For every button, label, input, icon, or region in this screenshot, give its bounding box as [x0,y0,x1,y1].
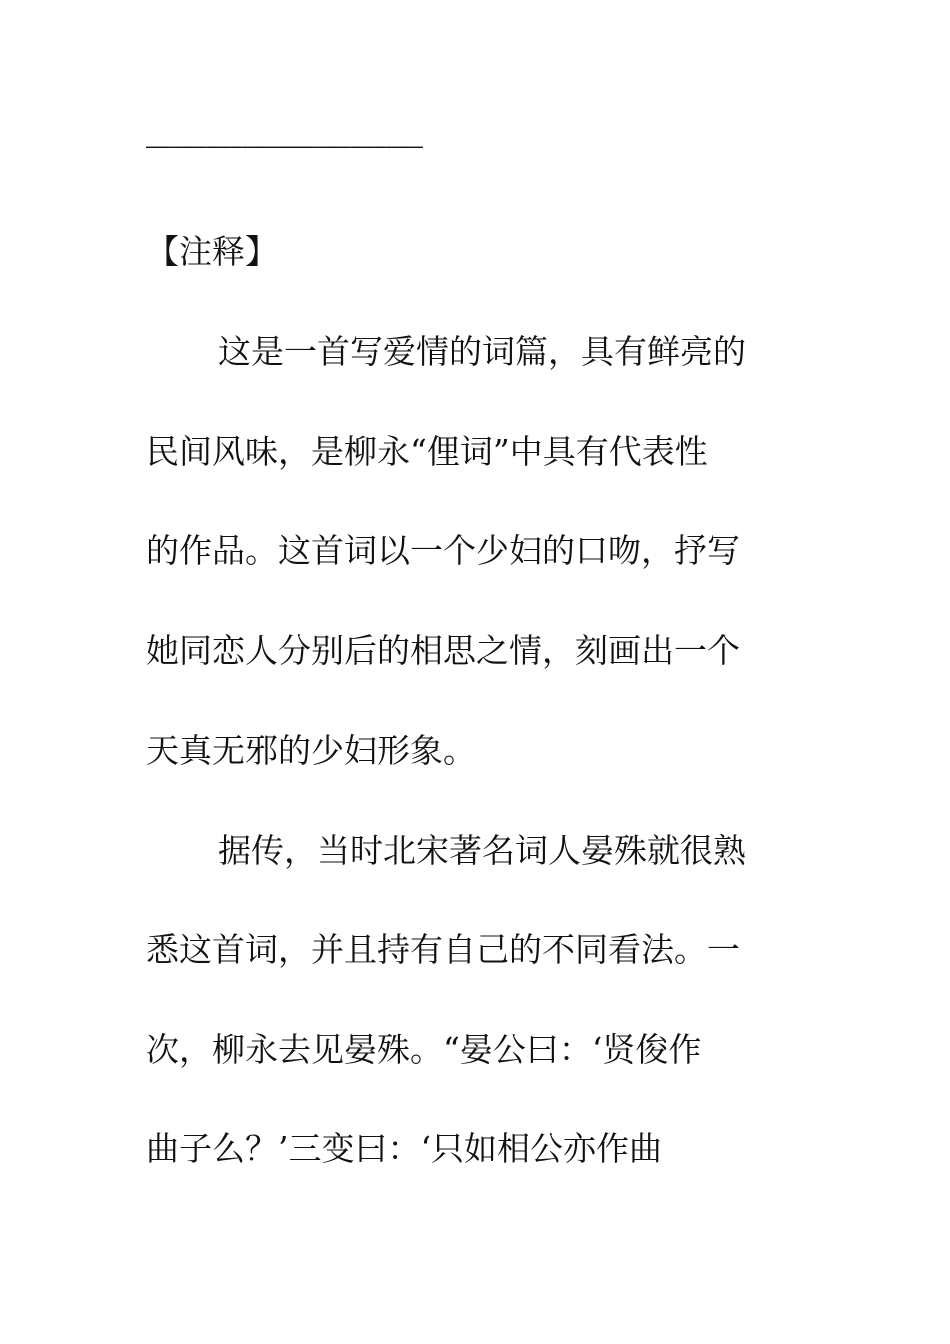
separator-line: ——————————————————————— [146,134,423,158]
section-heading: 【注释】 [146,232,278,271]
paragraph-line: 据传，当时北宋著名词人晏殊就很熟 [218,831,746,870]
paragraph-line: 曲子么？’三变曰：‘只如相公亦作曲 [146,1129,662,1168]
paragraph-line: 悉这首词，并且持有自己的不同看法。一 [146,930,740,969]
paragraph-line: 她同恋人分别后的相思之情，刻画出一个 [146,631,740,670]
paragraph-line: 天真无邪的少妇形象。 [146,731,476,770]
paragraph-line: 的作品。这首词以一个少妇的口吻，抒写 [146,531,740,570]
paragraph-line: 民间风味，是柳永“俚词”中具有代表性 [146,432,708,471]
paragraph-line: 这是一首写爱情的词篇，具有鲜亮的 [218,332,746,371]
paragraph-line: 次，柳永去见晏殊。“晏公曰：‘贤俊作 [146,1030,702,1069]
